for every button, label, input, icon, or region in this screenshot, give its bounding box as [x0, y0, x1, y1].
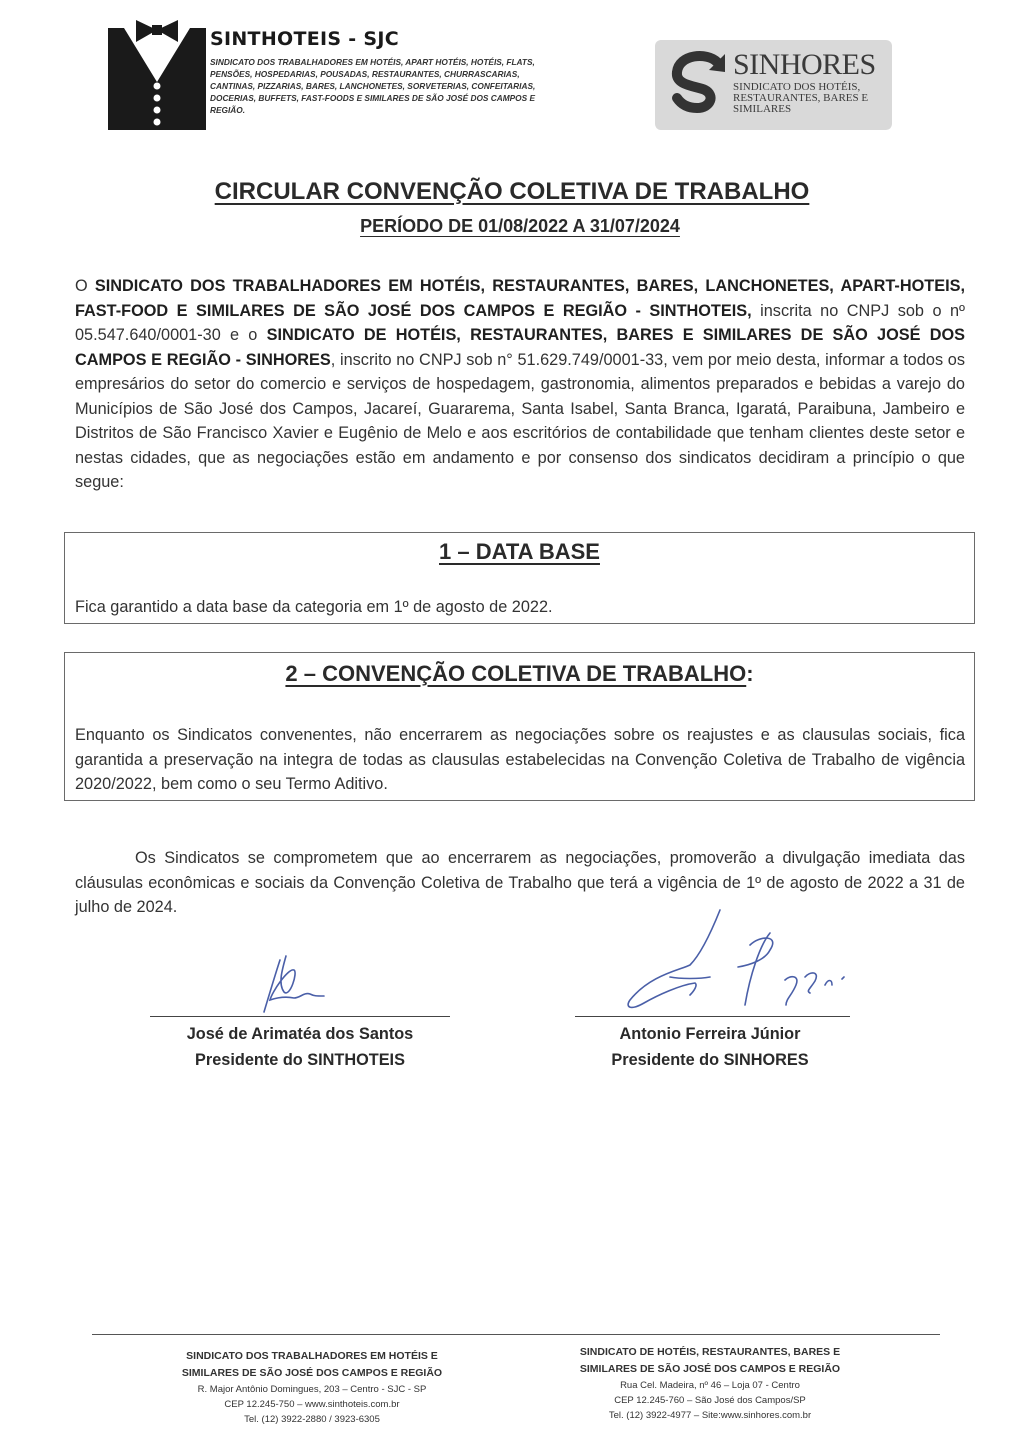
signature-block-right — [560, 1016, 860, 1073]
footer-right-cep: CEP 12.245-760 – São José dos Campos/SP — [614, 1395, 806, 1406]
sinhores-logo-box — [655, 40, 892, 130]
footer-right-phone: Tel. (12) 3922-4977 – Site:www.sinhores.com.br — [608, 1410, 812, 1421]
section-data-base — [64, 532, 975, 624]
document-title — [0, 178, 1024, 206]
footer-left-phone: Tel. (12) 3922-2880 / 3923-6305 — [244, 1414, 380, 1425]
sinhores-s-logo-icon — [667, 50, 729, 120]
footer-right-name-1: SINDICATO DE HOTÉIS, RESTAURANTES, BARES E — [579, 1346, 841, 1358]
sinthoteis-title: SINTHOTEIS - SJC — [210, 28, 399, 50]
signature-right-mark — [610, 905, 860, 1020]
document-title-text: CIRCULAR CONVENÇÃO COLETIVA DE TRABALHO — [214, 178, 810, 205]
intro-paragraph — [75, 274, 965, 495]
sinhores-name: SINHORES — [733, 48, 876, 81]
closing-paragraph: Os Sindicatos se comprometem que ao encerrarem as negociações, promoverão a divulgação imediata das cláusulas econômicas e sociais da Convenção Coletiva de Trabalho que terá a vigência de 1º de agosto de 2022 a 31 de julho de 2024. — [75, 849, 965, 916]
footer-right-name-2: SIMILARES DE SÃO JOSÉ DOS CAMPOS E REGIÃO — [579, 1363, 841, 1375]
sinthoteis-header-text — [210, 28, 550, 116]
footer-right-address: Rua Cel. Madeira, nº 46 – Loja 07 - Centro — [620, 1380, 800, 1391]
document-period-text: PERÍODO DE 01/08/2022 A 31/07/2024 — [360, 216, 680, 236]
footer-left-address: R. Major Antônio Domingues, 203 – Centro - SJC - SP — [197, 1384, 427, 1395]
section-convencao-title — [65, 661, 974, 687]
intro-sinhores-name: SINDICATO DE HOTÉIS, RESTAURANTES, BARES E SIMILARES DE SÃO JOSÉ DOS CAMPOS E REGIÃO - SINHORES — [75, 326, 965, 369]
intro-rest: , inscrito no CNPJ sob n° 51.629.749/0001-33, vem por meio desta, informar a todos os empresários do setor do comercio e serviços de hospedagem, gastronomia, alimentos preparados e bebidas a varejo do Municípios de São José dos Campos, Jacareí, Guararema, Santa Isabel, Santa Branca, Igaratá, Paraibuna, Jambeiro e Distritos de São Francisco Xavier e Eugênio de Melo e aos escritórios de contabilidade que tenham clientes deste setor e nestas cidades, que as negociações estão em andamento e por consenso dos sindicatos decidiram a princípio o que segue: — [75, 350, 965, 491]
signature-name-right: Antonio Ferreira Júnior — [619, 1025, 801, 1043]
footer-sinhores — [540, 1344, 880, 1423]
intro-cnpj-1: inscrita no CNPJ sob o nº 05.547.640/0001-30 e o — [75, 301, 965, 344]
footer-left-cep: CEP 12.245-750 – www.sinthoteis.com.br — [224, 1399, 400, 1410]
signature-block-left — [150, 1016, 450, 1073]
section-data-base-title-text: 1 – DATA BASE — [439, 539, 600, 564]
intro-prefix: O — [75, 277, 95, 295]
intro-sinthoteis-name: SINDICATO DOS TRABALHADORES EM HOTÉIS, RESTAURANTES, BARES, LANCHONETES, APART-HOTEIS, FAST-FOOD E SIMILARES DE SÃO JOSÉ DOS CAMPOS E REGIÃO - SINTHOTEIS, — [75, 277, 965, 320]
footer-left-name-1: SINDICATO DOS TRABALHADORES EM HOTÉIS E — [186, 1350, 438, 1362]
section-data-base-title — [65, 539, 974, 565]
signature-role-right: Presidente do SINHORES — [611, 1051, 809, 1069]
footer-left-name-2: SIMILARES DE SÃO JOSÉ DOS CAMPOS E REGIÃO — [181, 1367, 443, 1379]
section-convencao — [64, 652, 975, 801]
document-period — [0, 216, 1024, 237]
tuxedo-logo-icon — [108, 20, 206, 130]
signature-line-left — [150, 1016, 450, 1017]
sinhores-subtitle: SINDICATO DOS HOTÉIS, RESTAURANTES, BARES E SIMILARES — [733, 81, 869, 115]
footer-divider — [92, 1334, 940, 1335]
section-convencao-text: Enquanto os Sindicatos convenentes, não encerrarem as negociações sobre os reajustes e as clausulas sociais, fica garantida a preservação na integra de todas as clausulas estabelecidas na Convenção Coletiva de Trabalho de vigência 2020/2022, bem como o seu Termo Aditivo. — [75, 726, 965, 793]
sinthoteis-header — [108, 20, 548, 132]
sinthoteis-description: SINDICATO DOS TRABALHADORES EM HOTÉIS, APART HOTÉIS, HOTÉIS, FLATS, PENSÕES, HOSPEDARIAS, POUSADAS, RESTAURANTES, CHURRASCARIAS, CANTINAS, PIZZARIAS, BARES, LANCHONETES, SORVETERIAS, CONFEITARIAS, DOCERIAS, BUFFETS, FAST-FOODS E SIMILARES DE SÃO JOSÉ DOS CAMPOS E REGIÃO. — [210, 57, 536, 115]
signature-role-left: Presidente do SINTHOTEIS — [195, 1051, 405, 1069]
section-convencao-title-text: 2 – CONVENÇÃO COLETIVA DE TRABALHO — [285, 661, 747, 686]
section-data-base-text: Fica garantido a data base da categoria em 1º de agosto de 2022. — [75, 598, 553, 616]
signature-line-right — [575, 1016, 850, 1017]
footer-sinthoteis — [142, 1348, 482, 1427]
signature-left-mark — [250, 952, 340, 1022]
signature-name-left: José de Arimatéa dos Santos — [186, 1025, 414, 1043]
section-convencao-title-colon: : — [746, 661, 754, 686]
